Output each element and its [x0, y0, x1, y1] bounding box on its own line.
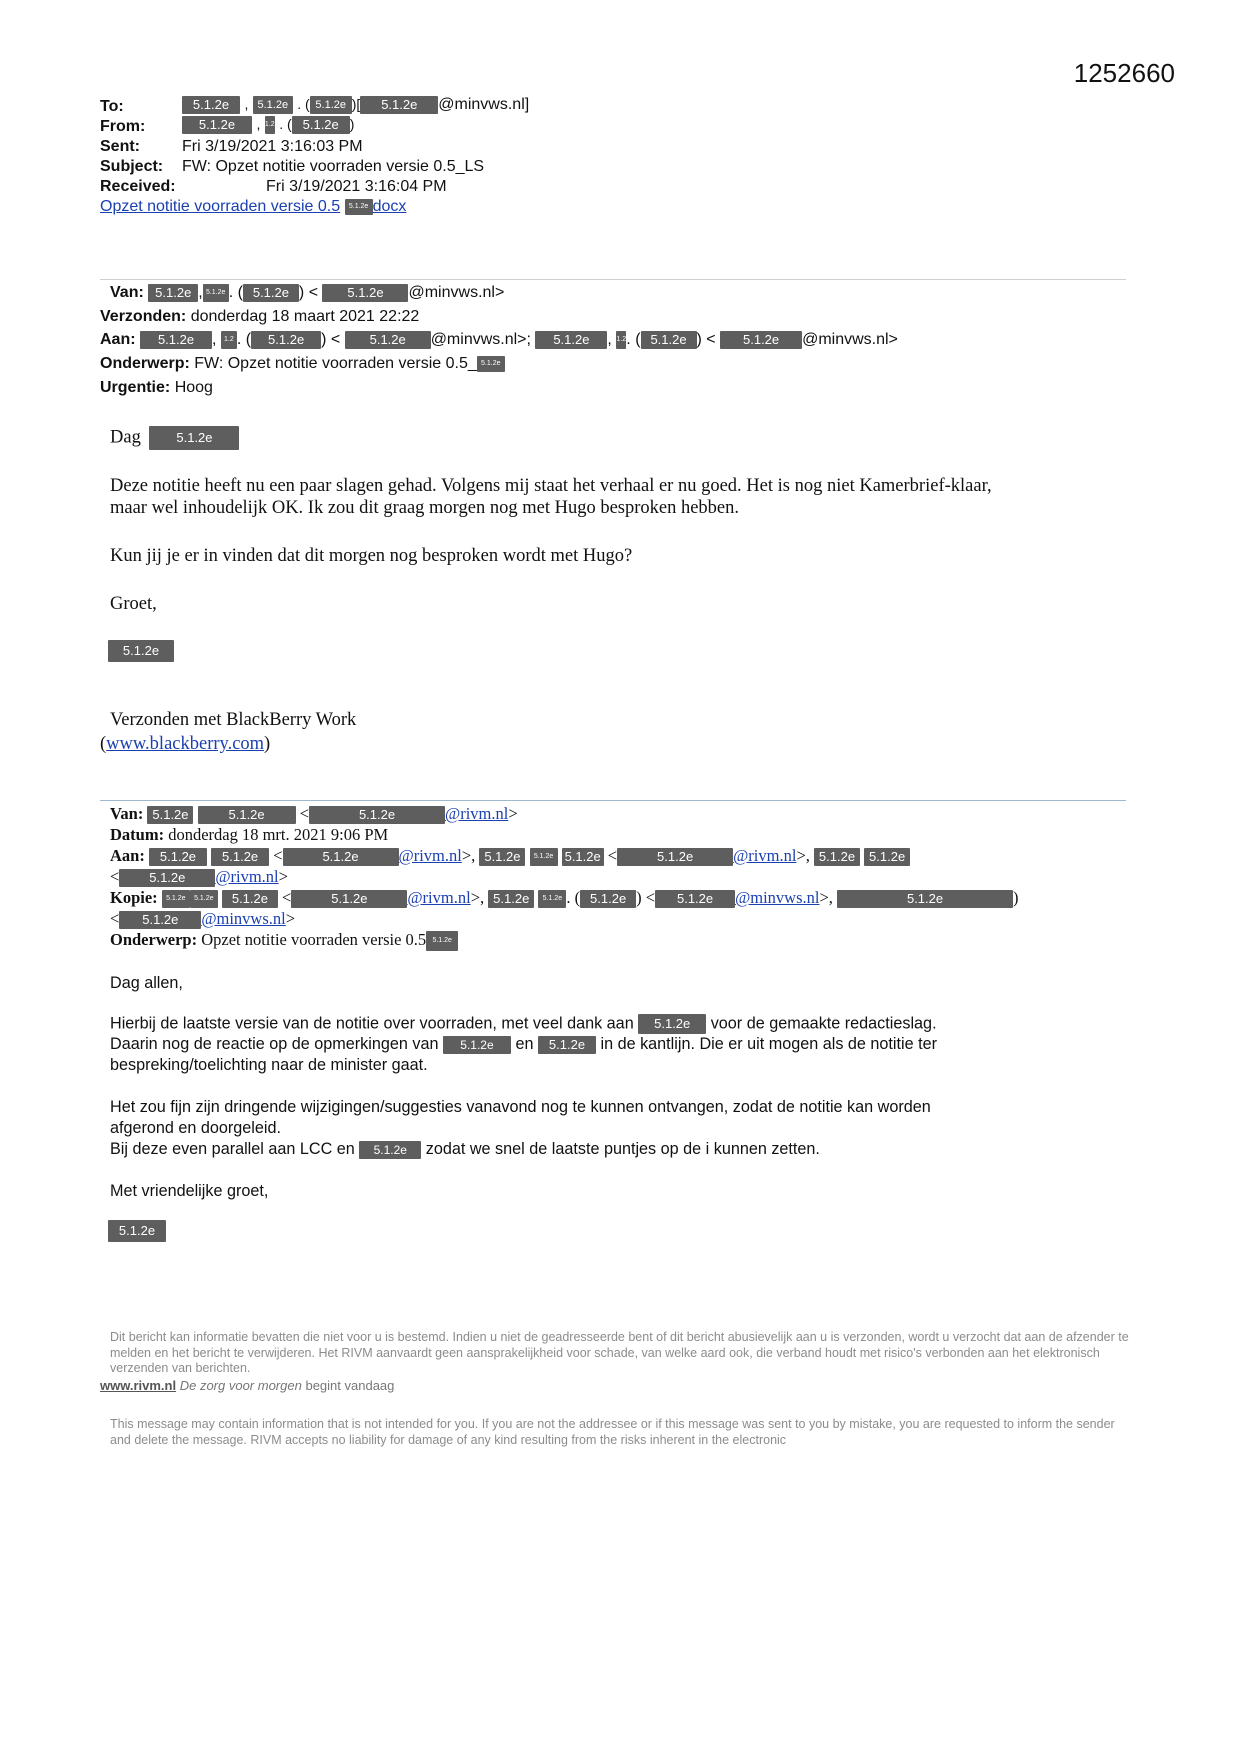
rivm-email-link[interactable]: @rivm.nl	[407, 888, 471, 907]
mail1-verzonden-row	[100, 308, 419, 326]
to-row: To: 5.1.2e , 5.1.2e . ( 5.1.2e )[ 5.1.2e @minvws.nl]	[100, 96, 530, 115]
datum-value: donderdag 18 mrt. 2021 9:06 PM	[168, 825, 389, 844]
mail2-line-4: Het zou fijn zijn dringende wijzigingen/suggesties vanavond nog te kunnen ontvangen, zodat de notitie kan worden	[110, 1098, 931, 1116]
redaction: 5.1.2e	[538, 890, 566, 908]
sent-row	[100, 138, 363, 156]
separator	[100, 279, 1126, 280]
kopie-label: Kopie:	[110, 888, 158, 907]
sent-label: Sent:	[100, 138, 140, 155]
redaction: 5.1.2e	[108, 1220, 166, 1242]
mail2-line-1: Hierbij de laatste versie van de notitie over voorraden, met veel dank aan 5.1.2e voor de gemaakte redactieslag.	[110, 1014, 937, 1033]
mail1-signature	[108, 640, 174, 662]
redaction: 5.1.2e	[580, 890, 636, 908]
mail1-paragraph-2: Kun jij je er in vinden dat dit morgen nog besproken wordt met Hugo?	[110, 546, 633, 566]
mail2-aan-row-2: < 5.1.2e @rivm.nl>	[110, 867, 288, 886]
redaction: 5.1.2e	[182, 96, 240, 114]
subject-label: Subject:	[100, 158, 164, 175]
redaction: 5.1.2e	[148, 284, 198, 302]
redaction: 5.1.2e	[641, 331, 697, 349]
mail2-line-2: Daarin nog de reactie op de opmerkingen van 5.1.2e en 5.1.2e in de kantlijn. Die er uit mogen als de notitie ter	[110, 1035, 938, 1053]
rivm-tagline: www.rivm.nl De zorg voor morgen begint vandaag	[100, 1378, 395, 1393]
redaction: 5.1.2e	[190, 890, 218, 908]
redaction: 5.1.2e	[479, 848, 525, 866]
aan-suffix-2: @minvws.nl>	[802, 331, 898, 349]
redaction: 5.1.2e	[617, 848, 733, 866]
mail1-urgentie-row	[100, 379, 213, 397]
redaction: 5.1.2e	[530, 848, 558, 866]
aan-label: Aan:	[100, 331, 136, 349]
mail1-paragraph-1-line-1: Deze notitie heeft nu een paar slagen gehad. Volgens mij staat het verhaal er nu goed. Het is nog niet Kamerbrief-klaar,	[110, 476, 992, 496]
redaction: 5.1.2e	[251, 331, 321, 349]
mail2-van-row: Van: 5.1.2e 5.1.2e < 5.1.2e @rivm.nl>	[110, 804, 518, 823]
redaction: 5.1.2e	[162, 890, 190, 908]
document-number: 1252660	[1073, 58, 1175, 88]
redaction: 5.1.2e	[310, 96, 352, 114]
rivm-email-link[interactable]: @rivm.nl	[445, 804, 509, 823]
rivm-email-link[interactable]: @rivm.nl	[398, 846, 462, 865]
redaction: 1.2	[221, 331, 237, 349]
mail2-kopie-row-2: < 5.1.2e @minvws.nl>	[110, 909, 296, 928]
redaction: 5.1.2e	[720, 331, 802, 349]
rivm-email-link[interactable]: @rivm.nl	[215, 867, 279, 886]
onderwerp-value: FW: Opzet notitie voorraden versie 0.5_	[194, 355, 477, 372]
mail2-signature	[108, 1220, 166, 1242]
redaction: 5.1.2e	[477, 356, 505, 372]
mail2-aan-row: Aan: 5.1.2e 5.1.2e < 5.1.2e @rivm.nl>, 5.1.2e 5.1.2e 5.1.2e < 5.1.2e @rivm.nl>, 5.1.2e 5.1.2e	[110, 846, 910, 866]
redaction: 5.1.2e	[535, 331, 607, 349]
redaction: 5.1.2e	[119, 911, 201, 929]
from-row: From: 5.1.2e , 1.2 . ( 5.1.2e )	[100, 116, 355, 135]
received-label: Received:	[100, 178, 176, 195]
mail2-kopie-row: Kopie: 5.1.2e 5.1.2e 5.1.2e < 5.1.2e @rivm.nl>, 5.1.2e 5.1.2e . ( 5.1.2e ) < 5.1.2e @minvws.nl>, 5.1.2e )	[110, 888, 1019, 907]
redaction: 5.1.2e	[203, 284, 229, 302]
van-label: Van:	[110, 804, 144, 823]
van-label: Van:	[110, 284, 144, 302]
attachment-link[interactable]	[100, 198, 406, 216]
mail1-onderwerp-row	[100, 355, 505, 373]
redaction: 5.1.2e	[655, 890, 735, 908]
disclaimer-en: This message may contain information that is not intended for you. If you are not the addressee or if this message was sent to you by mistake, you are requested to inform the sender and delete the message. RIVM accepts no liability for damage of any kind resulting from the risks inherent in the electronic	[110, 1417, 1115, 1447]
redaction: 5.1.2e	[345, 199, 373, 215]
redaction: 5.1.2e	[182, 116, 252, 134]
mail1-closing: Groet,	[110, 594, 157, 614]
blackberry-link[interactable]: www.blackberry.com	[106, 734, 265, 754]
urgentie-value: Hoog	[174, 379, 213, 396]
redaction: 5.1.2e	[149, 848, 207, 866]
redaction: 5.1.2e	[243, 284, 299, 302]
mail2-greeting: Dag allen,	[110, 974, 183, 992]
redaction: 1.2	[265, 116, 275, 134]
attachment-ext[interactable]: docx	[372, 198, 407, 215]
redaction: 5.1.2e	[538, 1036, 596, 1054]
redaction: 5.1.2e	[149, 426, 239, 450]
redaction: 5.1.2e	[119, 869, 215, 887]
urgentie-label: Urgentie:	[100, 379, 171, 396]
onderwerp-label: Onderwerp:	[110, 930, 198, 949]
van-suffix: @minvws.nl>	[408, 284, 505, 302]
redaction: 5.1.2e	[638, 1014, 706, 1034]
verzonden-label: Verzonden:	[100, 308, 187, 325]
mail1-aan-row: Aan: 5.1.2e , 1.2 . ( 5.1.2e ) < 5.1.2e @minvws.nl>; 5.1.2e , 1.2. ( 5.1.2e ) < 5.1.2e @minvws.nl>	[100, 331, 898, 349]
mail1-paragraph-1-line-2: maar wel inhoudelijk OK. Ik zou dit graag morgen nog met Hugo besproken hebben.	[110, 498, 740, 518]
received-row	[100, 178, 447, 196]
verzonden-value: donderdag 18 maart 2021 22:22	[190, 308, 420, 325]
to-label: To:	[100, 98, 124, 115]
redaction: 5.1.2e	[443, 1036, 511, 1054]
redaction: 5.1.2e	[359, 1141, 421, 1159]
attachment-name[interactable]: Opzet notitie voorraden versie 0.5	[100, 198, 341, 215]
sent-value: Fri 3/19/2021 3:16:03 PM	[182, 138, 363, 155]
redaction: 5.1.2e	[222, 890, 278, 908]
mail1-greeting: Dag 5.1.2e	[110, 426, 239, 450]
redaction: 5.1.2e	[837, 890, 1013, 908]
redaction: 5.1.2e	[309, 806, 445, 824]
redaction: 5.1.2e	[140, 331, 212, 349]
datum-label: Datum:	[110, 825, 165, 844]
redaction: 5.1.2e	[292, 116, 350, 134]
redaction: 5.1.2e	[108, 640, 174, 662]
mail2-datum-row	[110, 825, 388, 845]
redaction: 1.2	[616, 331, 626, 349]
redaction: 5.1.2e	[488, 890, 534, 908]
mail2-onderwerp-row	[110, 930, 458, 951]
mail2-line-5: afgerond en doorgeleid.	[110, 1119, 282, 1137]
blackberry-line: Verzonden met BlackBerry Work	[110, 710, 357, 730]
redaction: 5.1.2e	[283, 848, 399, 866]
onderwerp-value: Opzet notitie voorraden versie 0.5	[201, 930, 427, 949]
redaction: 5.1.2e	[253, 96, 293, 114]
redaction: 5.1.2e	[360, 96, 438, 114]
redaction: 5.1.2e	[211, 848, 269, 866]
redaction: 5.1.2e	[147, 806, 193, 824]
aan-label: Aan:	[110, 846, 145, 865]
redaction: 5.1.2e	[198, 806, 296, 824]
disclaimer-nl: Dit bericht kan informatie bevatten die niet voor u is bestemd. Indien u niet de geadresseerde bent of dit bericht abusievelijk aan u is verzonden, wordt u verzocht dat aan de afzender te melden en het bericht te verwijderen. Het RIVM aanvaardt geen aansprakelijkheid voor schade, van welke aard ook, die verband houdt met risico's verbonden aan het elektronisch verzenden van berichten.	[110, 1330, 1129, 1375]
from-label: From:	[100, 118, 146, 135]
redaction: 5.1.2e	[291, 890, 407, 908]
mail1-van-row: Van: 5.1.2e , 5.1.2e . ( 5.1.2e ) < 5.1.2e @minvws.nl>	[110, 284, 505, 302]
mail2-line-3: bespreking/toelichting naar de minister gaat.	[110, 1056, 428, 1074]
subject-value: FW: Opzet notitie voorraden versie 0.5_LS	[182, 158, 485, 175]
mail2-line-6: Bij deze even parallel aan LCC en 5.1.2e zodat we snel de laatste puntjes op de i kunnen zetten.	[110, 1140, 820, 1158]
redaction: 5.1.2e	[322, 284, 408, 302]
redaction: 5.1.2e	[814, 848, 860, 866]
minvws-email-link[interactable]: @minvws.nl	[201, 909, 286, 928]
redaction: 5.1.2e	[426, 931, 458, 951]
minvws-email-link[interactable]: @minvws.nl	[735, 888, 820, 907]
to-suffix: @minvws.nl]	[438, 96, 530, 114]
rivm-email-link[interactable]: @rivm.nl	[733, 846, 797, 865]
blackberry-link-line: (www.blackberry.com)	[100, 734, 271, 754]
subject-row	[100, 158, 485, 176]
redaction: 5.1.2e	[345, 331, 431, 349]
redaction: 5.1.2e	[562, 848, 604, 866]
rivm-site-link[interactable]: www.rivm.nl	[100, 1378, 177, 1393]
received-value: Fri 3/19/2021 3:16:04 PM	[266, 178, 447, 195]
separator	[100, 800, 1126, 801]
mail2-closing: Met vriendelijke groet,	[110, 1182, 269, 1200]
onderwerp-label: Onderwerp:	[100, 355, 190, 372]
aan-suffix-1: @minvws.nl>;	[430, 331, 531, 349]
redaction: 5.1.2e	[864, 848, 910, 866]
